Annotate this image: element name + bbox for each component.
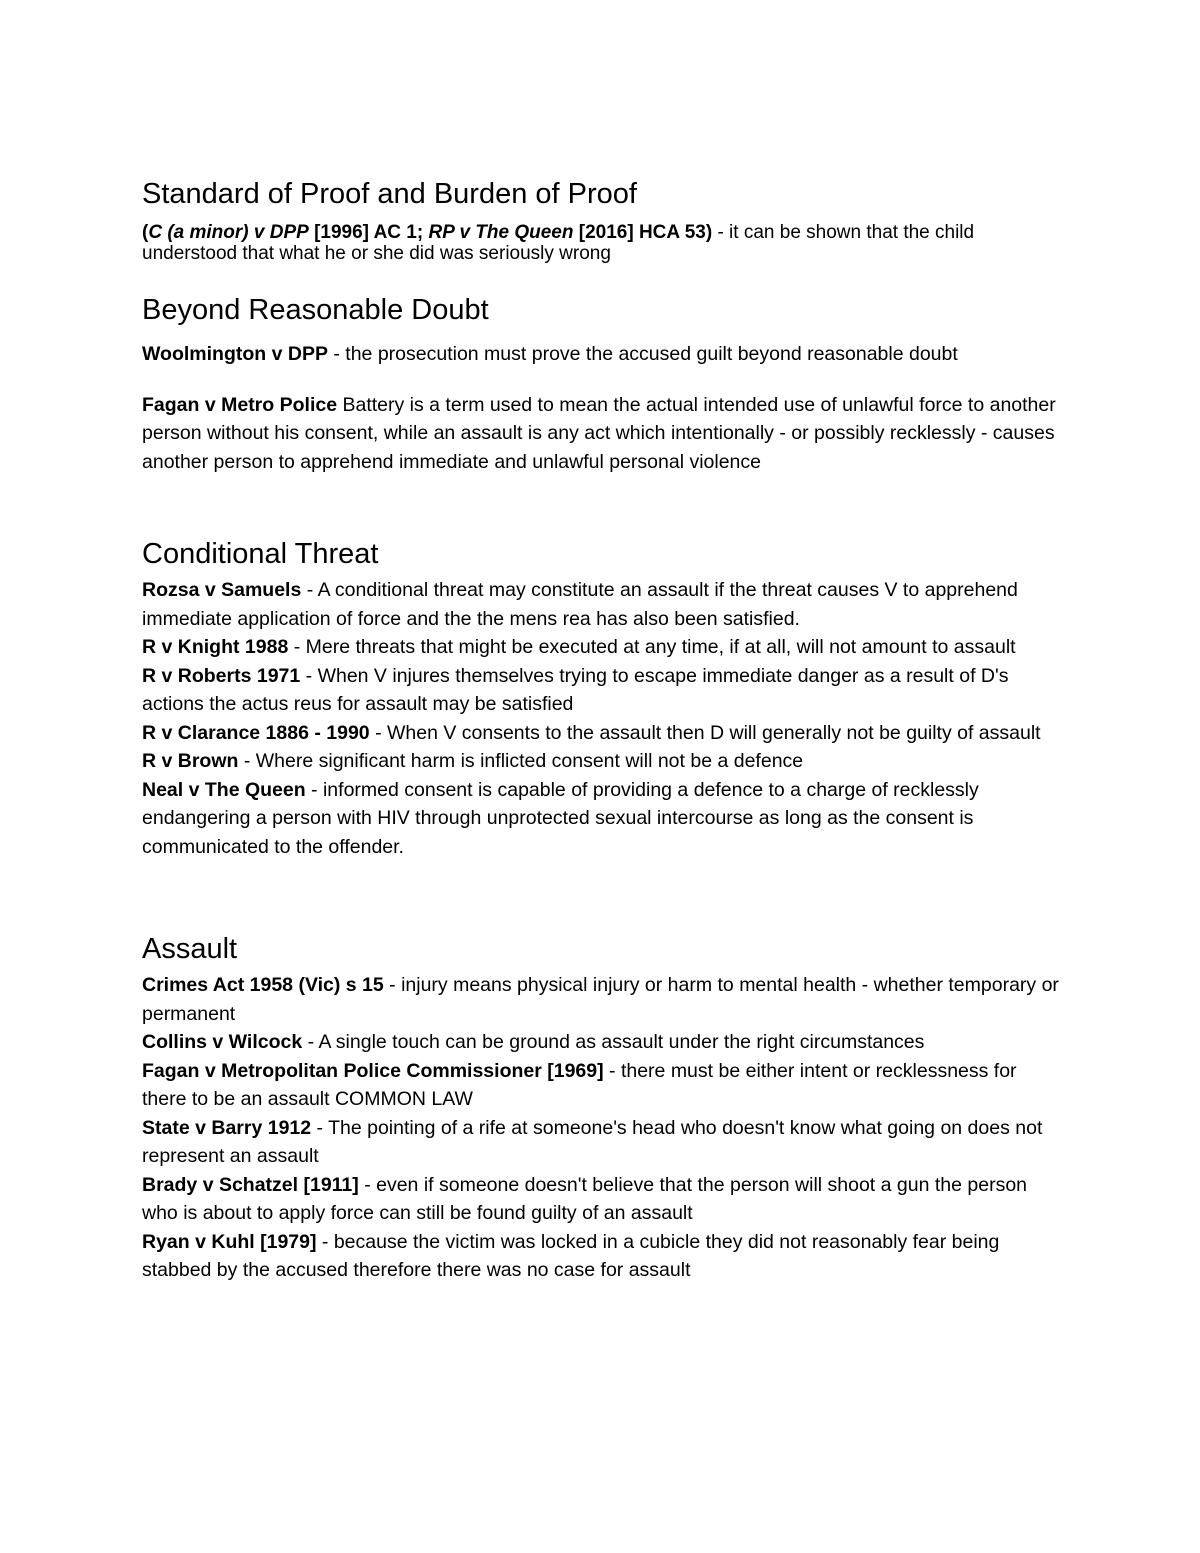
section-standard-of-proof [142,174,1062,264]
case-entry [142,576,1062,633]
case-entry [142,1028,1062,1057]
case-name: C (a minor) v DPP [148,222,309,243]
case-entry [142,1228,1062,1285]
case-name: Rozsa v Samuels [142,579,302,601]
case-name: Ryan v Kuhl [1979] [142,1230,317,1253]
case-text: Battery is a term used to mean the actual intended use of unlawful force to another person without his consent, while an assault is any act which intentionally - or possibly recklessly - causes another person to apprehend immediate and unlawful personal violence [142,393,1056,473]
section-heading: Assault [142,933,238,965]
case-text: - informed consent is capable of providing a defence to a charge of recklessly endangering a person with HIV through unprotected sexual intercourse as long as the consent is communicated to the offender. [142,778,979,858]
intro-paragraph [142,222,1062,264]
case-citation: [2016] HCA 53) [573,222,713,243]
case-name: R v Clarance 1886 - 1990 [142,721,370,744]
case-name: Neal v The Queen [142,778,306,801]
case-name: R v Knight 1988 [142,636,289,658]
section-assault [142,929,1062,1285]
case-entry [142,633,1062,662]
case-entry [142,776,1062,862]
case-text: - A conditional threat may constitute an assault if the threat causes V to apprehend immediate application of force and the the mens rea has also been satisfied. [142,579,1018,630]
case-text: - there must be either intent or recklessness for there to be an assault COMMON LAW [142,1059,1017,1110]
case-text: - Mere threats that might be executed at any time, if at all, will not amount to assault [288,636,1016,658]
case-entry [142,1114,1062,1171]
case-name: Fagan v Metro Police [142,393,338,416]
case-name: Collins v Wilcock [142,1031,303,1053]
case-entry [142,1057,1062,1114]
case-text: - even if someone doesn't believe that the person will shoot a gun the person who is about to apply force can still be found guilty of an assault [142,1173,1028,1224]
intro-text: - it can be shown that the child understood that what he or she did was seriously wrong [142,222,975,264]
section-heading: Conditional Threat [142,538,379,570]
case-name: Brady v Schatzel [1911] [142,1173,359,1196]
case-name: RP v The Queen [428,222,574,243]
case-text: - A single touch can be ground as assault under the right circumstances [302,1031,925,1053]
document-body [142,174,1062,1285]
case-name: Fagan v Metropolitan Police Commissioner [1969] [142,1059,604,1082]
case-text: - When V consents to the assault then D will generally not be guilty of assault [369,721,1041,744]
section-beyond-reasonable-doubt [142,290,1062,476]
case-name: State v Barry 1912 [142,1116,312,1139]
intro-open: ( [142,222,149,243]
section-heading: Beyond Reasonable Doubt [142,294,489,326]
section-heading: Standard of Proof and Burden of Proof [142,178,637,210]
case-entry [142,340,1062,369]
case-name: R v Roberts 1971 [142,664,301,687]
case-name: Woolmington v DPP [142,343,328,365]
case-entry [142,971,1062,1028]
case-name: R v Brown [142,750,239,772]
case-name: Crimes Act 1958 (Vic) s 15 [142,974,384,996]
case-entry [142,747,1062,776]
case-entry [142,1171,1062,1228]
case-text: - injury means physical injury or harm to mental health - whether temporary or permanent [142,974,1059,1025]
section-conditional-threat [142,534,1062,861]
case-text: - The pointing of a rife at someone's head who doesn't know what going on does not represent an assault [142,1116,1043,1167]
case-text: - When V injures themselves trying to escape immediate danger as a result of D's actions the actus reus for assault may be satisfied [142,664,1009,715]
case-text: - Where significant harm is inflicted consent will not be a defence [238,750,804,772]
case-text: - the prosecution must prove the accused guilt beyond reasonable doubt [327,343,958,365]
case-citation: [1996] AC 1; [308,222,429,243]
case-entry [142,719,1062,748]
case-entry [142,662,1062,719]
case-entry [142,391,1062,477]
case-text: - because the victim was locked in a cubicle they did not reasonably fear being stabbed by the accused therefore there was no case for assault [142,1230,1000,1281]
